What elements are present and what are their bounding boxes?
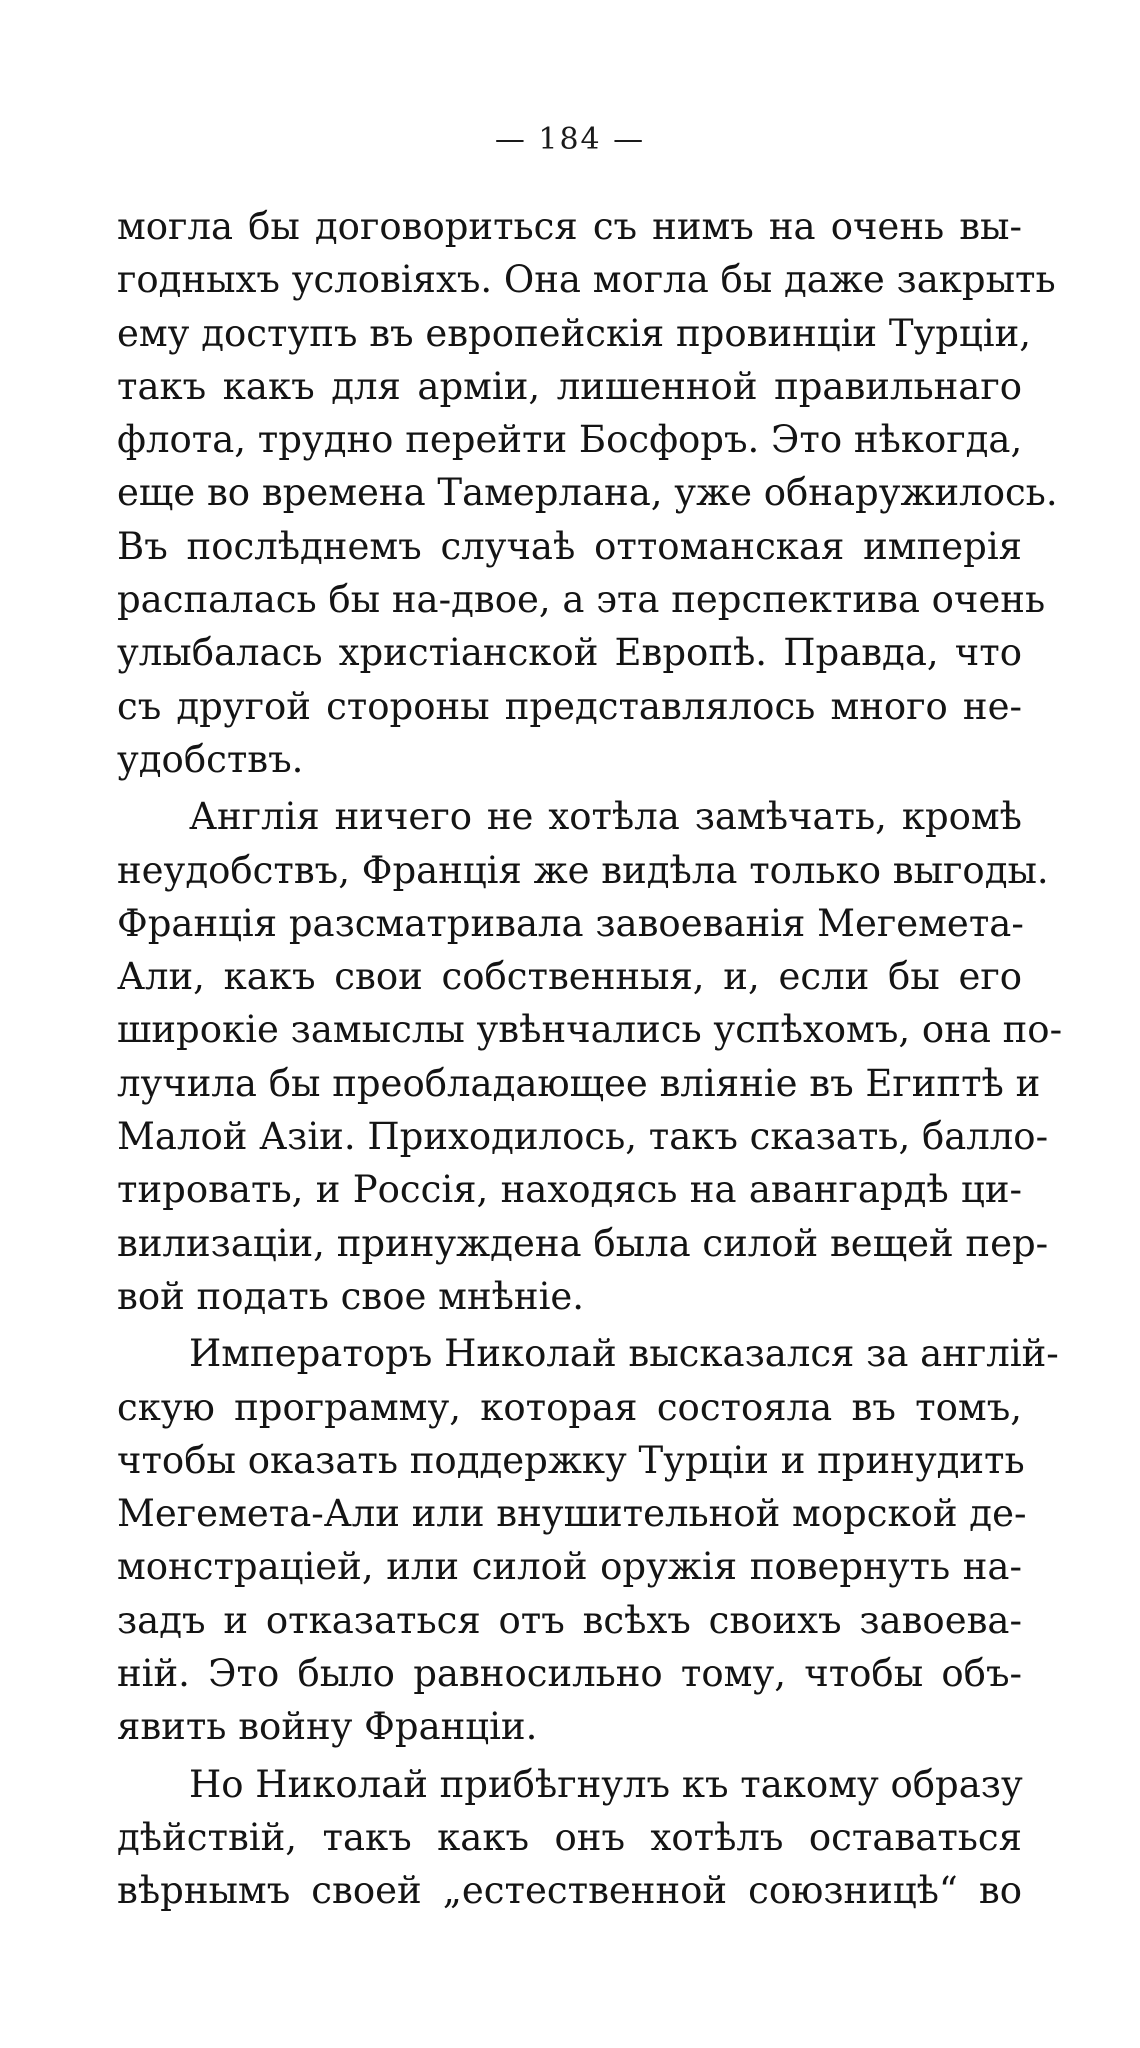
text-line: Али, какъ свои собственныя, и, если бы его (117, 955, 1022, 999)
paragraph-3 (117, 1327, 1059, 1753)
text-line: вѣрнымъ своей „естественной союзницѣ“ во (117, 1869, 1022, 1913)
text-line: могла бы договориться съ нимъ на очень вы- (117, 205, 1022, 248)
text-line: распалась бы на-двое, а эта перспектива очень (117, 578, 1046, 622)
text-line: неудобствъ, Франція же видѣла только выгоды. (117, 848, 1049, 892)
text-line: Но Николай прибѣгнулъ къ такому образу (189, 1762, 1023, 1806)
text-line: скую программу, которая состояла въ томъ, (117, 1385, 1022, 1429)
text-line: ему доступъ въ европейскія провинціи Турціи, (117, 311, 1032, 355)
text-line: улыбалась христіанской Европѣ. Правда, что (117, 631, 1022, 675)
text-line: вилизаціи, принуждена была силой вещей пер- (117, 1221, 1049, 1265)
text-line: Англія ничего не хотѣла замѣчать, кромѣ (189, 795, 1022, 839)
text-line: вой подать свое мнѣніе. (117, 1274, 585, 1318)
text-line: тировать, и Россія, находясь на авангардѣ ци- (117, 1168, 1022, 1212)
text-line: годныхъ условіяхъ. Она могла бы даже закрыть (117, 258, 1056, 302)
text-line: удобствъ. (117, 737, 304, 781)
text-line: лучила бы преобладающее вліяніе въ Египтѣ и (117, 1061, 1041, 1105)
paragraph-1 (117, 200, 1058, 786)
text-line: Императоръ Николай высказался за англій- (189, 1332, 1059, 1376)
text-line: задъ и отказаться отъ всѣхъ своихъ завоева- (117, 1598, 1022, 1642)
text-line: Франція разсматривала завоеванія Мегемета- (117, 901, 1024, 945)
text-line: Въ послѣднемъ случаѣ оттоманская имперія (117, 524, 1022, 568)
text-line: чтобы оказать поддержку Турціи и принудить (117, 1438, 1025, 1482)
text-line: дѣйствій, такъ какъ онъ хотѣлъ оставаться (117, 1815, 1022, 1859)
text-line: ній. Это было равносильно тому, чтобы объ- (117, 1652, 1022, 1696)
text-line: еще во времена Тамерлана, уже обнаружилось. (117, 471, 1058, 515)
paragraph-4 (117, 1758, 1022, 1918)
text-line: флота, трудно перейти Босфоръ. Это нѣкогда, (117, 418, 1023, 462)
text-line: широкіе замыслы увѣнчались успѣхомъ, она по- (117, 1008, 1063, 1052)
text-line: Мегемета-Али или внушительной морской де- (117, 1492, 1027, 1536)
text-line: съ другой стороны представлялось много не- (117, 684, 1022, 728)
text-line: Малой Азіи. Приходилось, такъ сказать, балло- (117, 1115, 1049, 1159)
paragraph-2 (117, 790, 1063, 1323)
body-text (117, 200, 1063, 1918)
page-number: — 184 — (494, 122, 646, 157)
text-line: явить войну Франціи. (117, 1705, 538, 1749)
text-line: такъ какъ для арміи, лишенной правильнаго (117, 364, 1022, 408)
text-line: монстраціей, или силой оружія повернуть на- (117, 1545, 1022, 1589)
